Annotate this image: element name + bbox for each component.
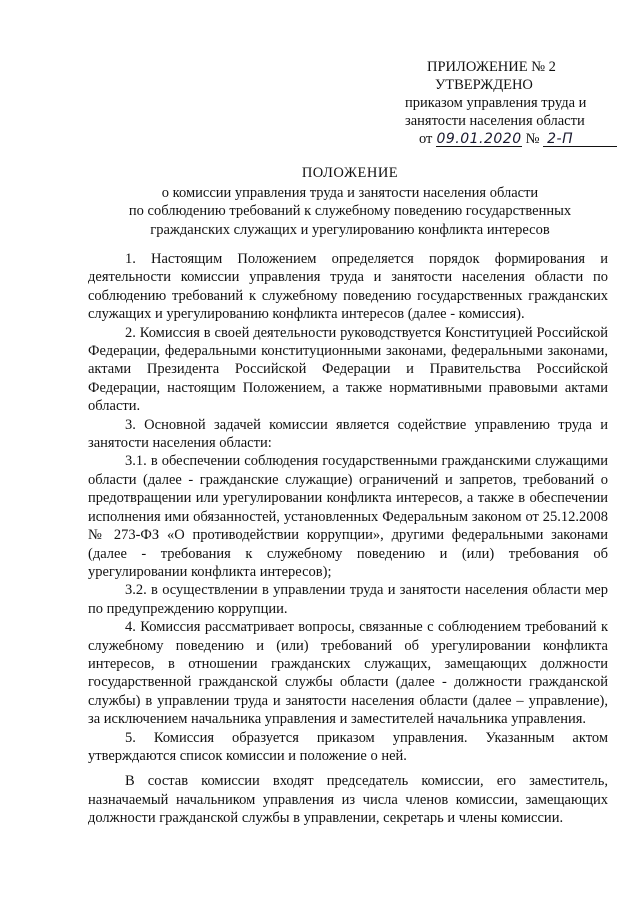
from-label: от bbox=[419, 131, 433, 147]
number-label: № bbox=[525, 131, 540, 147]
appendix-header bbox=[405, 58, 605, 148]
title-line-3: гражданских служащих и урегулированию конфликта интересов bbox=[150, 221, 550, 238]
order-date-line bbox=[405, 130, 605, 148]
approved-label: УТВЕРЖДЕНО bbox=[435, 77, 533, 93]
title-line-2: по соблюдению требований к служебному поведению государственных bbox=[128, 203, 572, 219]
title-line-1: о комиссии управления труда и занятости населения области bbox=[161, 184, 539, 201]
paragraph-2: 2. Комиссия в своей деятельности руководствуется Конституцией Российской Федерации, федеральными конституционными законами, федеральными законами, актами Президента Российской Федерации и Правительства Российской Федерации, настоящим Положением, а также нормативными правовыми актами области. bbox=[88, 324, 608, 415]
paragraph-4: 4. Комиссия рассматривает вопросы, связанные с соблюдением требований к служебному поведению и (или) требований об урегулировании конфликта интересов, в отношении гражданских служащих, замещающих должности государственной гражданской службы области (далее - должности гражданской службы) в управлении труда и занятости населения области (далее – управление), за исключением начальника управления и заместителей начальника управления. bbox=[88, 619, 608, 728]
paragraph-3: 3. Основной задачей комиссии является содействие управлению труда и занятости населения области: bbox=[88, 416, 608, 452]
order-line-1: приказом управления труда и bbox=[405, 95, 587, 111]
paragraph-composition: В состав комиссии входят председатель комиссии, его заместитель, назначаемый начальником управления из числа членов комиссии, замещающих должности гражданской службы в управлении, секретарь и члены комиссии. bbox=[88, 773, 608, 827]
handwritten-order-number: 2-П bbox=[543, 132, 617, 147]
paragraph-1: 1. Настоящим Положением определяется порядок формирования и деятельности комиссии управления труда и занятости населения области по соблюдению требований к служебному поведению государственных гражданских служащих и урегулированию конфликта интересов (далее - комиссия). bbox=[88, 251, 608, 323]
document-title bbox=[60, 164, 640, 239]
title-heading: ПОЛОЖЕНИЕ bbox=[301, 165, 399, 181]
order-line-2: занятости населения области bbox=[405, 113, 585, 129]
document-body bbox=[88, 250, 608, 828]
paragraph-3-2: 3.2. в осуществлении в управлении труда и занятости населения области мер по предупреждению коррупции. bbox=[88, 582, 608, 617]
handwritten-order-date: 09.01.2020 bbox=[436, 131, 522, 147]
paragraph-3-1: 3.1. в обеспечении соблюдения государственными гражданскими служащими области (далее - гражданские служащие) ограничений и запретов, требований о предотвращении или урегулировании конфликта интересов, а также в обеспечении исполнения ими обязанностей, установленных Федеральным законом от 25.12.2008 № 273-ФЗ «О противодействии коррупции», другими федеральными законами (далее - требования к служебному поведению и (или) требования об урегулировании конфликта интересов); bbox=[88, 453, 608, 580]
paragraph-5: 5. Комиссия образуется приказом управления. Указанным актом утверждаются список комиссии и положение о ней. bbox=[88, 729, 608, 764]
appendix-label: ПРИЛОЖЕНИЕ № 2 bbox=[427, 59, 556, 75]
